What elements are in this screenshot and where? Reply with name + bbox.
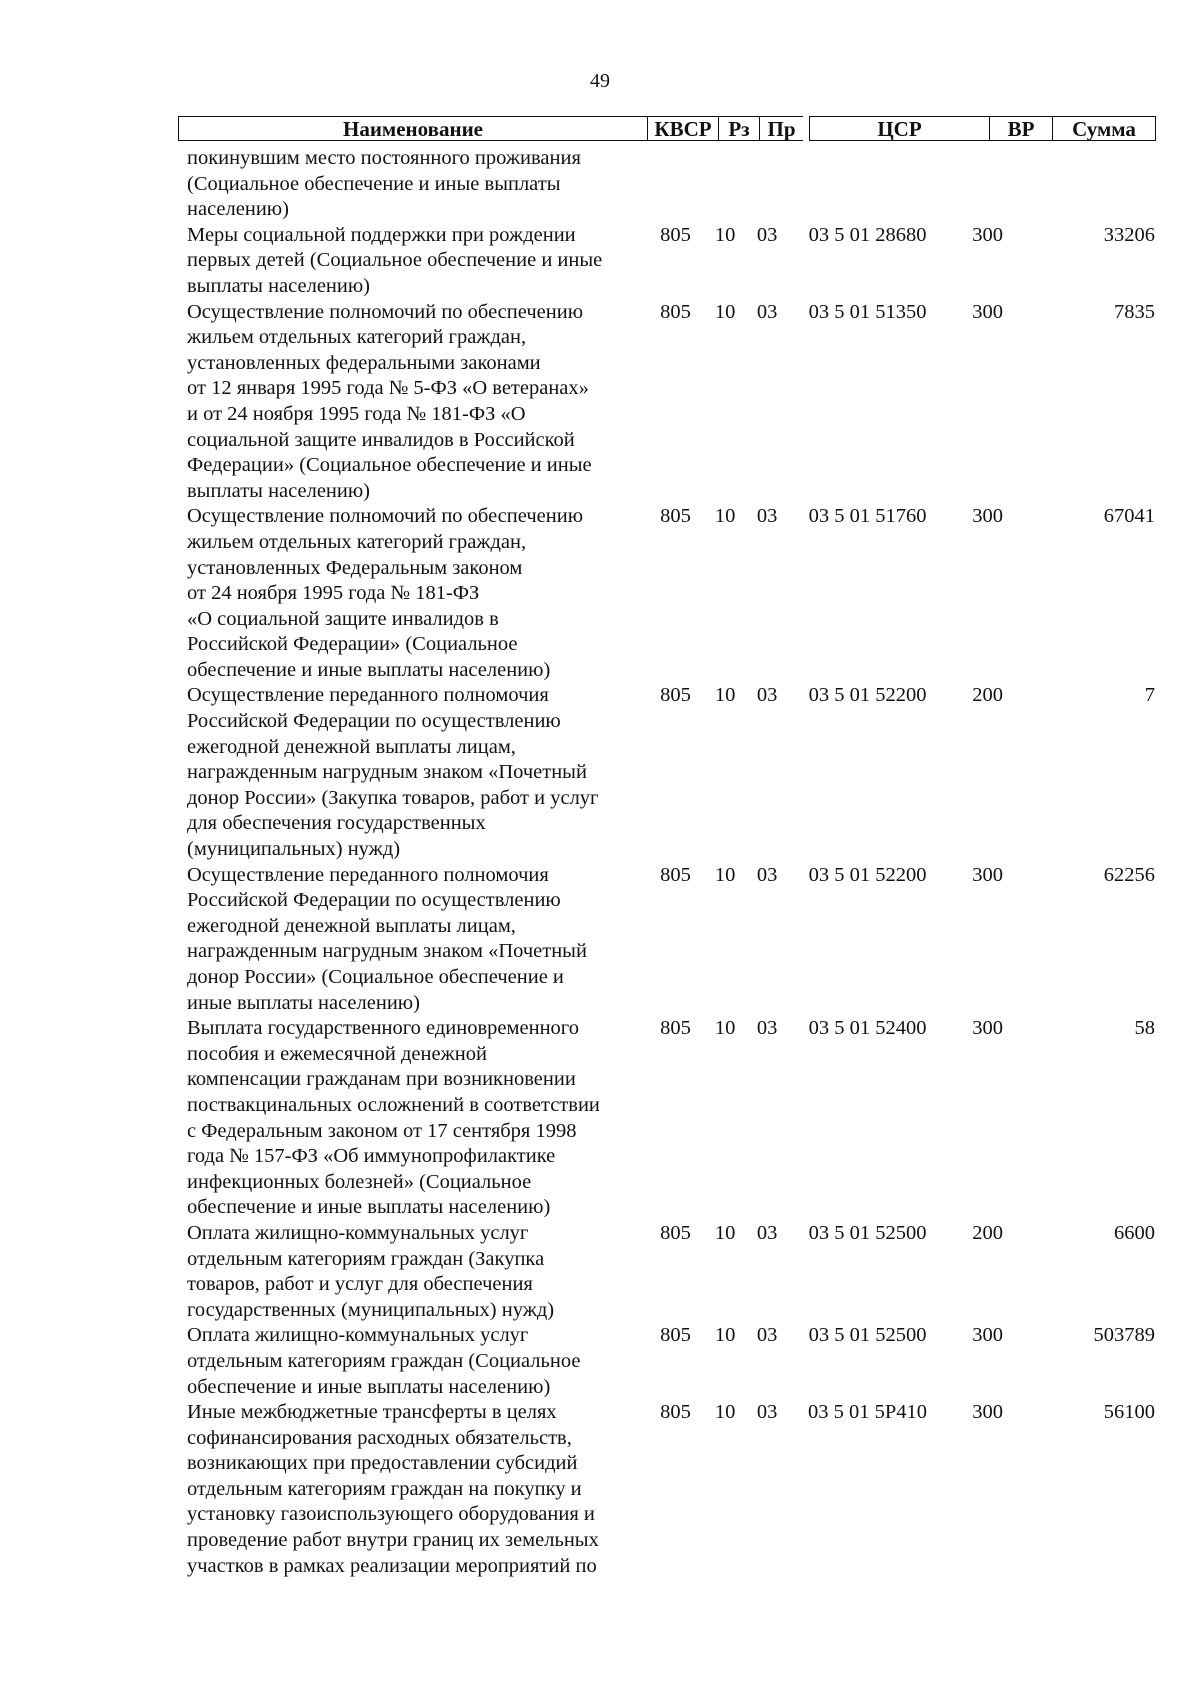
cell-pr: 03 [756, 505, 778, 528]
cell-pr: 03 [756, 223, 778, 246]
cell-csr: 03 5 01 52500 [808, 1324, 927, 1347]
table-row [187, 1016, 1157, 1221]
cell-pr: 03 [756, 1324, 778, 1347]
name-line: года № 157-ФЗ «Об иммунопрофилактике [187, 1145, 556, 1168]
cell-sum: 56100 [1103, 1401, 1155, 1424]
column-header-sum: Сумма [1052, 116, 1156, 141]
cell-csr [787, 146, 948, 223]
cell-rz: 10 [714, 863, 736, 886]
cell-sum: 503789 [1093, 1324, 1155, 1347]
name-line: установку газоиспользующего оборудования и [187, 1503, 595, 1526]
table-row [187, 863, 1157, 1017]
cell-sum: 7 [1144, 684, 1155, 707]
cell-rz: 10 [714, 1401, 736, 1424]
cell-pr: 03 [756, 300, 778, 323]
cell-name [187, 223, 648, 300]
name-line: государственных (муниципальных) нужд) [187, 1298, 555, 1321]
budget-table [187, 146, 1157, 1579]
cell-csr: 03 5 01 52500 [808, 1221, 927, 1244]
name-line: Российской Федерации» (Социальное [187, 633, 518, 656]
cell-name [187, 504, 648, 683]
table-row [187, 300, 1157, 505]
name-line: донор России» (Социальное обеспечение и [187, 966, 564, 988]
cell-name [187, 1400, 648, 1579]
name-line: Осуществление полномочий по обеспечению [187, 300, 584, 323]
cell-vr: 300 [972, 505, 1003, 528]
cell-sum: 7835 [1114, 300, 1155, 323]
table-row [187, 223, 1157, 300]
name-line: выплаты населению) [187, 479, 371, 502]
name-line: обеспечение и иные выплаты населению) [187, 658, 551, 681]
name-line: Выплата государственного единовременного [187, 1017, 579, 1040]
cell-vr: 300 [972, 1017, 1003, 1040]
name-line: пособия и ежемесячной денежной [187, 1042, 487, 1065]
cell-rz: 10 [714, 1324, 736, 1347]
cell-vr: 300 [972, 300, 1003, 323]
cell-sum: 62256 [1103, 863, 1155, 886]
cell-pr: 03 [756, 1401, 778, 1424]
table-row [187, 1323, 1157, 1400]
name-line: Федерации» (Социальное обеспечение и иные [187, 454, 592, 477]
cell-vr: 300 [972, 223, 1003, 246]
cell-sum: 67041 [1103, 505, 1155, 528]
name-line: проведение работ внутри границ их земельных [187, 1529, 599, 1552]
name-line: жильем отдельных категорий граждан, [187, 326, 527, 349]
cell-name [187, 300, 648, 505]
column-header-pr: Пр [759, 116, 803, 141]
name-line: «О социальной защите инвалидов в [187, 607, 499, 630]
name-line: выплаты населению) [187, 274, 371, 297]
name-line: донор России» (Закупка товаров, работ и услуг [187, 786, 599, 809]
cell-rz [703, 146, 748, 223]
cell-name [187, 1221, 648, 1323]
table-row [187, 683, 1157, 862]
cell-name [187, 1016, 648, 1221]
name-line: социальной защите инвалидов в Российской [187, 428, 575, 451]
name-line: (Социальное обеспечение и иные выплаты [187, 172, 561, 195]
name-line: Осуществление переданного полномочия [187, 684, 549, 707]
cell-csr: 03 5 01 51350 [808, 300, 927, 323]
name-line: поствакцинальных осложнений в соответствии [187, 1093, 600, 1116]
cell-kvsr: 805 [660, 223, 691, 246]
table-row [187, 146, 1157, 223]
name-line: населению) [187, 198, 289, 221]
name-line: софинансирования расходных обязательств, [187, 1426, 572, 1449]
name-line: Иные межбюджетные трансферты в целях [187, 1401, 557, 1424]
name-line: участков в рамках реализации мероприятий по [187, 1554, 597, 1577]
name-line: обеспечение и иные выплаты населению) [187, 1196, 551, 1219]
name-line: первых детей (Социальное обеспечение и иные [187, 249, 603, 272]
cell-kvsr [648, 146, 703, 223]
cell-csr: 03 5 01 52400 [808, 1017, 927, 1040]
cell-rz: 10 [714, 300, 736, 323]
name-line: награжденным нагрудным знаком «Почетный [187, 940, 587, 963]
cell-kvsr: 805 [660, 863, 691, 886]
cell-csr: 03 5 01 5Р410 [808, 1401, 928, 1424]
table-header [178, 116, 1158, 143]
cell-pr: 03 [756, 684, 778, 707]
name-line: товаров, работ и услуг для обеспечения [187, 1273, 533, 1296]
name-line: иные выплаты населению) [187, 991, 420, 1014]
cell-kvsr: 805 [660, 1324, 691, 1347]
cell-vr: 200 [972, 1221, 1003, 1244]
cell-rz: 10 [714, 223, 736, 246]
cell-rz: 10 [714, 684, 736, 707]
table-row [187, 504, 1157, 683]
name-line: награжденным нагрудным знаком «Почетный [187, 761, 587, 784]
page-number: 49 [590, 70, 610, 92]
name-line: Оплата жилищно-коммунальных услуг [187, 1324, 529, 1347]
cell-vr: 300 [972, 1401, 1003, 1424]
cell-pr: 03 [756, 1017, 778, 1040]
cell-csr: 03 5 01 52200 [808, 863, 927, 886]
name-line: ежегодной денежной выплаты лицам, [187, 914, 516, 937]
name-line: от 12 января 1995 года № 5-ФЗ «О ветеранах» [187, 377, 589, 400]
cell-kvsr: 805 [660, 1401, 691, 1424]
table-row [187, 1221, 1157, 1323]
name-line: Осуществление полномочий по обеспечению [187, 505, 584, 528]
cell-csr: 03 5 01 51760 [808, 505, 927, 528]
cell-kvsr: 805 [660, 300, 691, 323]
cell-rz: 10 [714, 505, 736, 528]
name-line: отдельным категориям граждан (Социальное [187, 1349, 581, 1372]
cell-vr: 300 [972, 863, 1003, 886]
cell-rz: 10 [714, 1017, 736, 1040]
name-line: с Федеральным законом от 17 сентября 1998 [187, 1119, 577, 1142]
name-line: возникающих при предоставлении субсидий [187, 1452, 578, 1475]
cell-csr: 03 5 01 28680 [808, 223, 927, 246]
cell-pr: 03 [756, 863, 778, 886]
column-header-kvsr: КВСР [647, 116, 718, 141]
name-line: Оплата жилищно-коммунальных услуг [187, 1221, 529, 1244]
name-line: Меры социальной поддержки при рождении [187, 223, 576, 246]
cell-pr [747, 146, 787, 223]
cell-kvsr: 805 [660, 684, 691, 707]
column-header-vr: ВР [989, 116, 1052, 141]
cell-name [187, 863, 648, 1017]
cell-name [187, 1323, 648, 1400]
column-header-name: Наименование [178, 116, 647, 141]
cell-kvsr: 805 [660, 505, 691, 528]
cell-name [187, 146, 648, 223]
name-line: установленных федеральными законами [187, 351, 541, 374]
table-row [187, 1400, 1157, 1579]
cell-vr: 200 [972, 684, 1003, 707]
name-line: покинувшим место постоянного проживания [187, 147, 581, 169]
cell-kvsr: 805 [660, 1221, 691, 1244]
name-line: инфекционных болезней» (Социальное [187, 1170, 532, 1193]
name-line: компенсации гражданам при возникновении [187, 1068, 576, 1091]
name-line: ежегодной денежной выплаты лицам, [187, 735, 516, 758]
cell-kvsr: 805 [660, 1017, 691, 1040]
table-body [187, 146, 1157, 1579]
name-line: от 24 ноября 1995 года № 181-ФЗ [187, 582, 480, 605]
name-line: Российской Федерации по осуществлению [187, 889, 561, 912]
column-header-csr: ЦСР [809, 116, 989, 141]
cell-vr [948, 146, 1027, 223]
name-line: отдельным категориям граждан на покупку и [187, 1477, 582, 1500]
cell-pr: 03 [756, 1221, 778, 1244]
name-line: (муниципальных) нужд) [187, 838, 401, 861]
name-line: установленных Федеральным законом [187, 556, 523, 579]
cell-vr: 300 [972, 1324, 1003, 1347]
column-header-rz: Рз [718, 116, 759, 141]
cell-sum: 6600 [1114, 1221, 1155, 1244]
cell-name [187, 683, 648, 862]
name-line: Осуществление переданного полномочия [187, 863, 549, 886]
cell-sum: 58 [1134, 1017, 1155, 1040]
name-line: обеспечение и иные выплаты населению) [187, 1375, 551, 1398]
name-line: жильем отдельных категорий граждан, [187, 530, 527, 553]
cell-csr: 03 5 01 52200 [808, 684, 927, 707]
cell-rz: 10 [714, 1221, 736, 1244]
cell-sum [1027, 146, 1157, 223]
name-line: Российской Федерации по осуществлению [187, 710, 561, 733]
name-line: и от 24 ноября 1995 года № 181-ФЗ «О [187, 402, 526, 425]
cell-sum: 33206 [1103, 223, 1155, 246]
name-line: отдельным категориям граждан (Закупка [187, 1247, 545, 1270]
name-line: для обеспечения государственных [187, 812, 486, 835]
